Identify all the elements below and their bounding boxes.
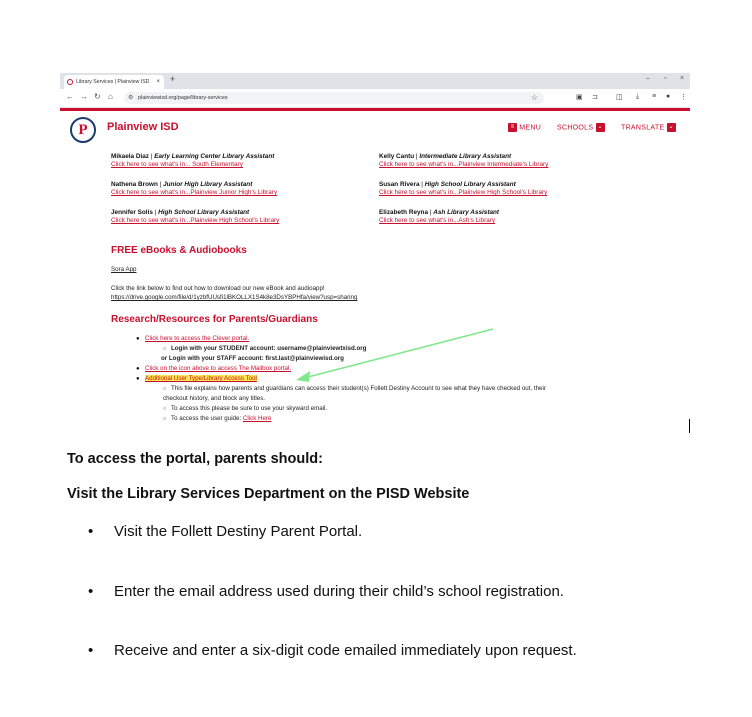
staff-name: Susan Rivera [379,181,420,188]
translate-label: TRANSLATE [621,124,665,132]
chevron-down-icon: ⌄ [597,124,603,130]
download-icon[interactable]: ⤓ [636,93,640,100]
staff-role: Junior High Library Assistant [163,181,253,188]
staff-role: Intermediate Library Assistant [419,153,512,160]
staff-library-link[interactable]: Click here to see what's in...Plainview High School's Library [111,217,280,224]
reading-list-icon[interactable]: ≡ [652,93,657,100]
arrow-shaft [304,329,493,378]
instructions-heading: To access the portal, parents should: [67,451,323,467]
staff-library-link[interactable]: Click here to see what's in...Plainview Intermediate's Library [379,161,549,168]
staff-entry: Jennifer Solis | High School Library Assistant Click here to see what's in...Plainview High School's Library [111,209,280,224]
staff-role: High School Library Assistant [424,181,516,188]
menu-icon: ≡ [508,123,517,132]
sub-bullet-text: This file explains how parents and guardians can access their student(s) Follett Destiny Account to see what they have checked out, their [171,385,546,392]
bullet-text: Receive and enter a six-digit code emailed immediately upon request. [114,642,577,659]
staff-name: Jennifer Solis [111,209,153,216]
bullet-text: Visit the Follett Destiny Parent Portal. [114,523,363,540]
minimize-icon[interactable]: – [646,75,650,82]
bookmark-star-icon[interactable]: ☆ [530,93,538,102]
sora-app-link[interactable]: Sora App [111,266,137,273]
site-info-icon[interactable]: ⚙ [128,95,134,101]
list-item: ● Click on the icon above to access The Mailbox portal. [136,365,292,372]
url-text: plainviewisd.org/page/library-services [138,95,228,101]
list-item: ○ This file explains how parents and guardians can access their student(s) Follett Destiny Account to see what they have checked out, their [163,385,546,392]
list-item: ● Click here to access the Clever portal. [136,335,250,342]
section-heading: Visit the Library Services Department on the PISD Website [67,486,470,502]
menu-label: MENU [519,124,542,132]
sidebar-icon[interactable]: ◫ [616,94,623,101]
staff-name: Elizabeth Reyna [379,209,429,216]
reload-icon[interactable]: ↻ [94,92,101,101]
tab-close-icon[interactable]: × [156,79,160,85]
extension-icon[interactable]: ▣ [576,94,583,101]
staff-entry: Mikaela Diaz | Early Learning Center Library Assistant Click here to see what's in... South Elementary [111,153,275,168]
staff-entry: Kelly Cantu | Intermediate Library Assistant Click here to see what's in...Plainview Intermediate's Library [379,153,549,168]
list-item: ○ To access the user guide: Click Here [163,415,272,422]
maximize-icon[interactable]: ▫ [664,75,667,82]
drive-link[interactable]: https://drive.google.com/file/d/1yzbfUUsfi1lBKOLLX1S4k8e3DsYBPHfa/view?usp=sharing [111,294,358,301]
text-cursor [689,419,690,433]
list-item: ○ Login with your STUDENT account: username@plainviewtxisd.org [163,345,367,352]
more-menu-icon[interactable]: ⋮ [680,94,687,101]
staff-role: Ash Library Assistant [433,209,500,216]
student-login-text: Login with your STUDENT account: username@plainviewtxisd.org [171,345,367,352]
annotation-arrow [60,73,690,433]
staff-name: Kelly Cantu [379,153,415,160]
research-heading: Research/Resources for Parents/Guardians [111,314,318,325]
staff-role: Early Learning Center Library Assistant [154,153,275,160]
embedded-screenshot [60,73,690,433]
staff-library-link[interactable]: Click here to see what's in...Plainview High School's Library [379,189,548,196]
profile-avatar-icon[interactable]: ● [666,93,671,100]
ebooks-instructions: Click the link below to find out how to download our new eBook and audioapp! [111,285,325,292]
close-window-icon[interactable]: × [680,75,685,82]
chevron-down-icon: ⌄ [668,124,674,130]
staff-role: High School Library Assistant [158,209,250,216]
home-icon[interactable]: ⌂ [108,92,113,101]
user-guide-link[interactable]: Click Here [242,415,272,422]
staff-entry: Nathena Brown | Junior High Library Assistant Click here to see what's in...Plainview Junior High's Library [111,181,278,196]
list-item: ● Additional User Type/Library Access Tool [136,375,257,382]
forward-icon[interactable]: → [80,92,88,101]
clever-portal-link[interactable]: Click here to access the Clever portal. [145,335,250,342]
back-icon[interactable]: ← [66,92,74,101]
arrow-head [296,371,310,382]
staff-name: Nathena Brown [111,181,158,188]
sub-bullet-continuation: checkout history, and block any titles. [163,395,266,402]
ebooks-heading: FREE eBooks & Audiobooks [111,245,247,256]
additional-tool-link[interactable]: Additional User Type/Library Access Tool [145,375,257,382]
schools-label: SCHOOLS [557,124,594,132]
mailbox-portal-link[interactable]: Click on the icon above to access The Mailbox portal. [145,365,292,372]
tab-title: Library Services | Plainview ISD [76,79,150,85]
puzzle-icon[interactable]: ⊐ [592,94,598,101]
logo-letter: P [78,122,88,138]
staff-name: Mikaela Diaz [111,153,150,160]
staff-entry: Elizabeth Reyna | Ash Library Assistant Click here to see what's in...Ash's Library [379,209,500,224]
site-name[interactable]: Plainview ISD [107,121,179,133]
new-tab-icon[interactable]: + [170,74,176,84]
list-item: ○ To access this please be sure to use your skyward email. [163,405,328,412]
sub-bullet-text: To access the user guide: [171,415,243,422]
staff-login-text: or Login with your STAFF account: first.last@plainviewisd.org [161,355,344,362]
sub-bullet-text: To access this please be sure to use your skyward email. [171,405,328,412]
staff-library-link[interactable]: Click here to see what's in...Ash's Library [379,217,496,224]
bullet-text: Enter the email address used during their child’s school registration. [114,583,564,600]
staff-entry: Susan Rivera | High School Library Assistant Click here to see what's in...Plainview High School's Library [379,181,548,196]
staff-library-link[interactable]: Click here to see what's in...Plainview Junior High's Library [111,189,278,196]
staff-library-link[interactable]: Click here to see what's in... South Elementary [111,161,243,168]
